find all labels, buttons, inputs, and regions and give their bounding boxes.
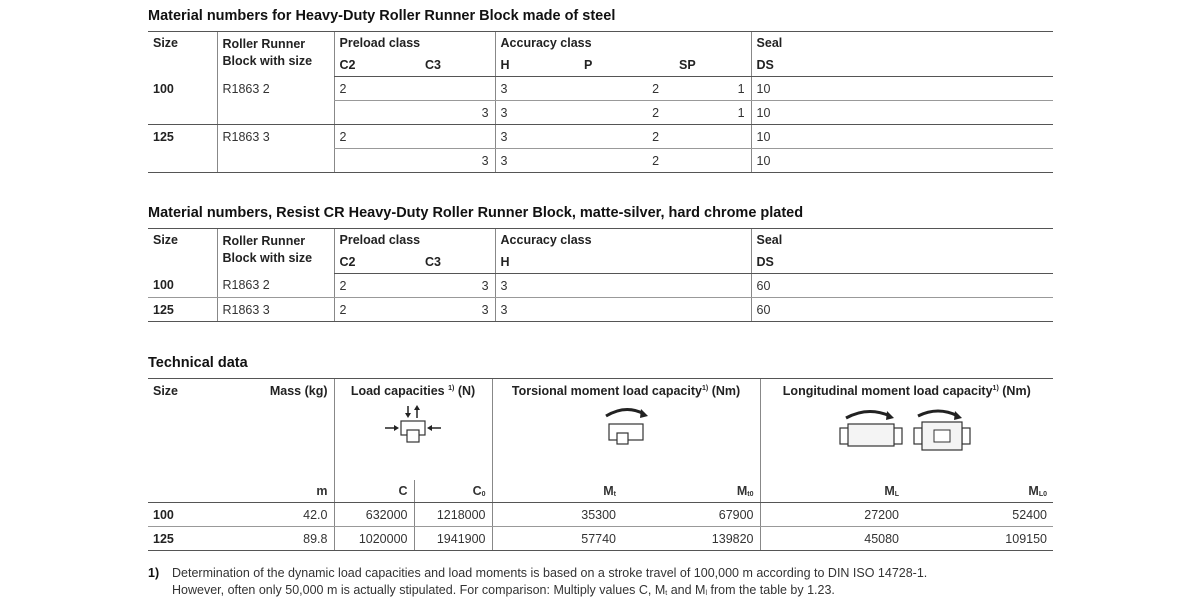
header-c2: C2 (334, 54, 413, 77)
header-h: H (495, 54, 581, 77)
longitudinal-moment-icon (832, 404, 982, 452)
cell-c0: 1218000 (414, 503, 492, 527)
cell-c0: 1941900 (414, 527, 492, 551)
cell-ds: 10 (751, 149, 1053, 173)
cell-c2: 2 (334, 125, 413, 149)
cell-c: 632000 (334, 503, 414, 527)
header-longitudinal-unit: (Nm) (1002, 384, 1031, 398)
header-block (217, 229, 334, 274)
subheader-ml (760, 480, 905, 503)
cell-ds: 10 (751, 125, 1053, 149)
footnote-line1 (148, 565, 1078, 582)
cell-size (148, 101, 217, 125)
header-block-line2: Block with size (222, 251, 313, 265)
footnote-text-line2a: However, often only 50,000 m is actually stipulated. For comparison: Multiply values C, M (172, 583, 666, 597)
subheader-mt0-sub: t0 (747, 491, 754, 498)
subheader-ml0-base: M (1028, 484, 1039, 498)
cell-h: 3 (495, 298, 751, 322)
cell-mt: 35300 (492, 503, 622, 527)
header-torsional-footnote: 1) (701, 385, 709, 392)
cell-c3 (413, 77, 495, 101)
header-mass: Mass (kg) (217, 379, 334, 481)
cell-c3 (413, 125, 495, 149)
header-load-footnote: 1) (448, 385, 455, 392)
cell-size: 100 (148, 274, 217, 298)
material-numbers-resist-cr-table (148, 228, 1053, 322)
cell-sp (665, 125, 751, 149)
cell-c: 1020000 (334, 527, 414, 551)
subheader-c0-sub: 0 (481, 491, 486, 498)
subheader-ml0-sub: L0 (1038, 491, 1048, 498)
header-size: Size (148, 32, 217, 77)
cell-c2: 2 (334, 298, 413, 322)
cell-c3: 3 (413, 298, 495, 322)
footnote-text-line2c: from the table by 1.23. (707, 583, 835, 597)
cell-mt0: 67900 (622, 503, 760, 527)
torsional-moment-icon (596, 404, 656, 446)
cell-h: 3 (495, 77, 581, 101)
cell-size: 125 (148, 298, 217, 322)
table-row (148, 298, 1053, 322)
cell-h: 3 (495, 125, 581, 149)
header-block-line1: Roller Runner (222, 234, 306, 248)
header-torsional-unit: (Nm) (711, 384, 741, 398)
cell-p: 2 (581, 125, 665, 149)
header-c3: C3 (413, 251, 495, 274)
cell-h: 3 (495, 149, 581, 173)
subheader-ml-sub: L (894, 491, 900, 498)
footnote-sub2: l (705, 590, 708, 597)
cell-ds: 10 (751, 101, 1053, 125)
header-longitudinal-label: Longitudinal moment load capacity (782, 384, 993, 398)
header-accuracy: Accuracy class (495, 229, 751, 252)
subheader-c: C (334, 480, 414, 503)
header-c3: C3 (413, 54, 495, 77)
cell-size (148, 149, 217, 173)
cell-size: 125 (153, 129, 174, 144)
table-row (148, 527, 1053, 551)
cell-sp: 1 (665, 101, 751, 125)
header-sp: SP (665, 54, 751, 77)
load-capacity-icon (383, 404, 443, 446)
footnote-sub1: t (665, 590, 668, 597)
header-block-line2: Block with size (222, 54, 313, 68)
cell-ml0: 109150 (905, 527, 1053, 551)
cell-block (217, 101, 334, 125)
subheader-c0 (414, 480, 492, 503)
cell-h: 3 (495, 101, 581, 125)
subheader-mt0-base: M (736, 484, 748, 498)
header-accuracy: Accuracy class (495, 32, 751, 55)
header-c2: C2 (334, 251, 413, 274)
cell-ds: 10 (751, 77, 1053, 101)
subheader-mt-sub: t (613, 491, 617, 498)
cell-block: R1863 3 (217, 125, 334, 149)
cell-sp (665, 149, 751, 173)
header-longitudinal (760, 379, 1053, 481)
header-load-unit: (N) (457, 384, 476, 398)
footnote-text-line2b: and M (667, 583, 706, 597)
material-numbers-steel-table (148, 31, 1053, 173)
header-seal: Seal (751, 229, 1053, 252)
cell-p: 2 (581, 149, 665, 173)
cell-block (217, 149, 334, 173)
table-row (148, 149, 1053, 173)
subheader-mt0 (622, 480, 760, 503)
header-longitudinal-footnote: 1) (992, 385, 999, 392)
header-ds: DS (751, 251, 1053, 274)
cell-m: 42.0 (217, 503, 334, 527)
footnote-text-line1: Determination of the dynamic load capacities and load moments is based on a stroke travel of 100,000 m according to DIN ISO 14728-1. (172, 566, 928, 580)
table-row (148, 274, 1053, 298)
table-row (148, 77, 1053, 101)
cell-ml: 27200 (760, 503, 905, 527)
header-block (217, 32, 334, 77)
cell-h: 3 (495, 274, 751, 298)
cell-c3: 3 (413, 101, 495, 125)
cell-mt0: 139820 (622, 527, 760, 551)
cell-c2: 2 (334, 274, 413, 298)
header-load-label: Load capacities (350, 384, 445, 398)
cell-ml: 45080 (760, 527, 905, 551)
header-ds: DS (751, 54, 1053, 77)
cell-sp: 1 (665, 77, 751, 101)
header-preload: Preload class (334, 32, 495, 55)
cell-p: 2 (581, 101, 665, 125)
cell-m: 89.8 (217, 527, 334, 551)
technical-data-table (148, 378, 1053, 551)
cell-mt: 57740 (492, 527, 622, 551)
header-preload: Preload class (334, 229, 495, 252)
subheader-ml-base: M (884, 484, 895, 498)
subheader-mt (492, 480, 622, 503)
table2-title: Material numbers, Resist CR Heavy-Duty Roller Runner Block, matte-silver, hard chrome plated (148, 205, 804, 221)
cell-c3: 3 (413, 149, 495, 173)
header-torsional (492, 379, 760, 481)
cell-block: R1863 2 (217, 274, 334, 298)
subheader-ml0 (905, 480, 1053, 503)
footnote-line2 (148, 582, 1078, 602)
footnote-mark: 1) (148, 566, 160, 580)
header-torsional-label: Torsional moment load capacity (511, 384, 702, 398)
cell-c2 (334, 149, 413, 173)
subheader-c0-base: C (472, 484, 482, 498)
header-size: Size (148, 379, 217, 481)
cell-size: 100 (153, 81, 174, 96)
table-row (148, 125, 1053, 149)
header-p: P (581, 54, 665, 77)
cell-block: R1863 3 (217, 298, 334, 322)
cell-ds: 60 (751, 274, 1053, 298)
header-load (334, 379, 492, 481)
cell-size: 125 (148, 527, 217, 551)
header-seal: Seal (751, 32, 1053, 55)
header-block-line1: Roller Runner (222, 37, 306, 51)
cell-c2: 2 (334, 77, 413, 101)
subheader-mt-base: M (603, 484, 614, 498)
header-h: H (495, 251, 751, 274)
table1-title: Material numbers for Heavy-Duty Roller Runner Block made of steel (148, 8, 616, 24)
subheader-m: m (217, 480, 334, 503)
table-row (148, 503, 1053, 527)
cell-c3: 3 (413, 274, 495, 298)
cell-block: R1863 2 (217, 77, 334, 101)
table3-title: Technical data (148, 355, 248, 371)
header-size: Size (148, 229, 217, 274)
footnote (148, 565, 1078, 602)
cell-ml0: 52400 (905, 503, 1053, 527)
cell-p: 2 (581, 77, 665, 101)
cell-size: 100 (148, 503, 217, 527)
table-row (148, 101, 1053, 125)
cell-ds: 60 (751, 298, 1053, 322)
cell-c2 (334, 101, 413, 125)
subheader-empty (148, 480, 217, 503)
